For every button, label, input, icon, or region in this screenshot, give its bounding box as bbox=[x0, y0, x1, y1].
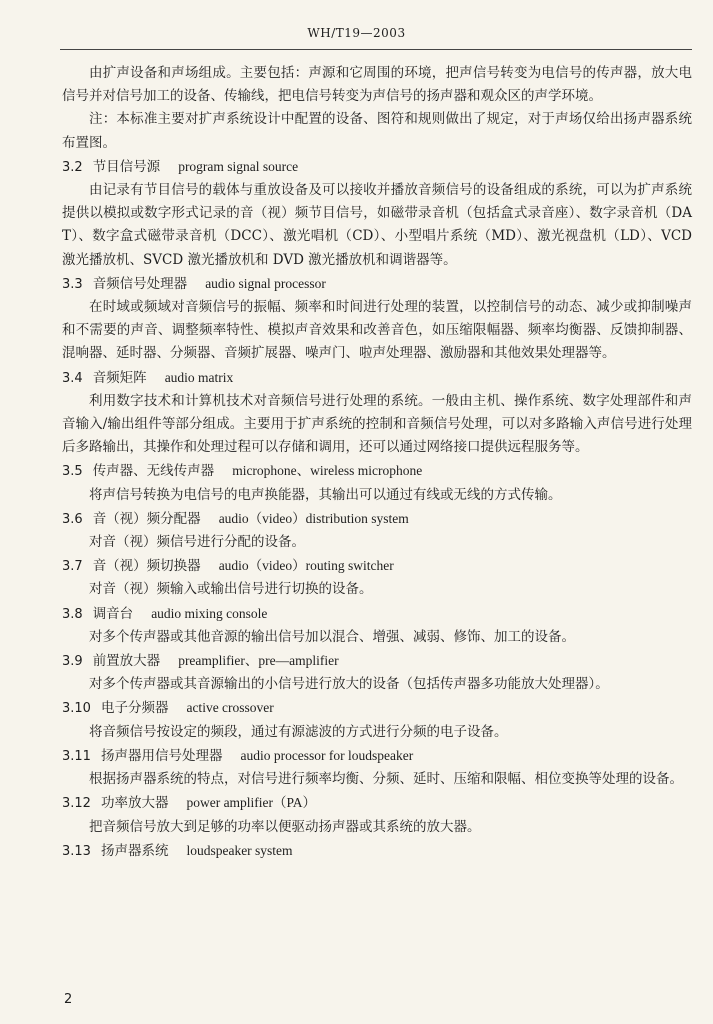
definition-3-6: 对音（视）频信号进行分配的设备。 bbox=[89, 534, 305, 551]
section-heading-3-6 bbox=[62, 507, 692, 531]
term-en: audio signal processor bbox=[205, 275, 326, 291]
section-heading-3-7 bbox=[62, 554, 692, 578]
term-en: loudspeaker system bbox=[186, 842, 293, 858]
term-en: audio matrix bbox=[164, 369, 234, 385]
section-number: 3.12 bbox=[62, 796, 91, 812]
definition-3-4: 利用数字技术和计算机技术对音频信号进行处理的系统。一般由主机、操作系统、数字处理部件和声音输入/输出组件等部分组成。主要用于扩声系统的控制和音频信号处理，可以对多路输入声信号进行处理后多路输出，其操作和处理过程可以存储和调用，还可以通过网络接口提供远程服务等。 bbox=[62, 392, 692, 456]
section-number: 3.5 bbox=[62, 464, 83, 480]
term-en: program signal source bbox=[178, 158, 299, 174]
section-number: 3.8 bbox=[62, 606, 83, 622]
term-en: audio（video）routing switcher bbox=[218, 558, 394, 574]
term-en: audio processor for loudspeaker bbox=[240, 747, 414, 763]
definition-3-10: 将音频信号按设定的频段，通过有源滤波的方式进行分频的电子设备。 bbox=[89, 723, 508, 740]
document-code-header: WH/T19—2003 bbox=[307, 26, 406, 40]
term-zh: 功率放大器 bbox=[100, 795, 169, 812]
note-paragraph: 注：本标准主要对扩声系统设计中配置的设备、图符和规则做出了规定，对于声场仅给出扬声器系统布置图。 bbox=[62, 111, 692, 151]
term-zh: 扬声器系统 bbox=[100, 842, 169, 859]
definition-3-3: 在时域或频域对音频信号的振幅、频率和时间进行处理的装置，以控制信号的动态、减少或抑制噪声和不需要的声音、调整频率特性、模拟声音效果和改善音色，如压缩限幅器、频率均衡器、反馈抑制器、混响器、延时器、分频器、音频扩展器、噪声门、啦声处理器、激励器和其他效果处理器等。 bbox=[62, 299, 692, 362]
section-number: 3.6 bbox=[62, 511, 83, 527]
term-zh: 传声器、无线传声器 bbox=[92, 463, 215, 480]
page-number: 2 bbox=[64, 992, 73, 1007]
term-zh: 调音台 bbox=[92, 605, 134, 622]
definition-3-9: 对多个传声器或其音源输出的小信号进行放大的设备（包括传声器多功能放大处理器）。 bbox=[89, 676, 609, 693]
section-heading-3-10 bbox=[62, 696, 692, 720]
term-en: microphone、wireless microphone bbox=[232, 463, 423, 479]
section-number: 3.7 bbox=[62, 559, 83, 575]
section-number: 3.11 bbox=[62, 748, 91, 764]
section-number: 3.2 bbox=[62, 159, 83, 175]
section-heading-3-8 bbox=[62, 602, 692, 626]
section-heading-3-12 bbox=[62, 791, 692, 815]
intro-paragraph: 由扩声设备和声场组成。主要包括：声源和它周围的环境，把声信号转变为电信号的传声器，放大电信号并对信号加工的设备、传输线，把电信号转变为声信号的扬声器和观众区的声学环境。 bbox=[62, 65, 692, 105]
definition-3-2: 由记录有节目信号的载体与重放设备及可以接收并播放音频信号的设备组成的系统，可以为扩声系统提供以模拟或数字形式记录的音（视）频节目信号，如磁带录音机（包括盒式录音座）、数字录音机（DAT）、数字盒式磁带录音机（DCC）、激光唱机（CD）、小型唱片系统（MD）、激光视盘机（LD）、VCD 激光播放机、SVCD 激光播放机和 DVD 激光播放机和调谐器等。 bbox=[62, 182, 692, 268]
term-zh: 音频矩阵 bbox=[92, 369, 147, 386]
definition-3-11: 根据扬声器系统的特点，对信号进行频率均衡、分频、延时、压缩和限幅、相位变换等处理的设备。 bbox=[89, 771, 683, 788]
term-en: audio mixing console bbox=[151, 605, 268, 621]
section-heading-3-9 bbox=[62, 649, 692, 673]
section-number: 3.4 bbox=[62, 370, 83, 386]
header-divider bbox=[60, 49, 692, 50]
term-en: power amplifier（PA） bbox=[186, 795, 317, 811]
term-zh: 电子分频器 bbox=[100, 700, 169, 717]
definition-3-12: 把音频信号放大到足够的功率以便驱动扬声器或其系统的放大器。 bbox=[89, 818, 481, 835]
section-number: 3.10 bbox=[62, 701, 91, 717]
term-en: preamplifier、pre—amplifier bbox=[178, 653, 339, 669]
term-zh: 前置放大器 bbox=[92, 653, 161, 670]
term-en: active crossover bbox=[186, 700, 274, 716]
section-heading-3-4 bbox=[62, 366, 692, 390]
section-number: 3.13 bbox=[62, 843, 91, 859]
term-zh: 音（视）频分配器 bbox=[92, 510, 201, 527]
term-zh: 音频信号处理器 bbox=[92, 275, 188, 292]
term-zh: 节目信号源 bbox=[92, 158, 161, 175]
section-heading-3-3 bbox=[62, 272, 692, 296]
term-zh: 扬声器用信号处理器 bbox=[100, 747, 223, 764]
section-number: 3.9 bbox=[62, 654, 83, 670]
document-body bbox=[62, 62, 692, 863]
definition-3-8: 对多个传声器或其他音源的输出信号加以混合、增强、减弱、修饰、加工的设备。 bbox=[89, 628, 575, 645]
section-heading-3-11 bbox=[62, 744, 692, 768]
definition-3-7: 对音（视）频输入或输出信号进行切换的设备。 bbox=[89, 581, 373, 598]
term-en: audio（video）distribution system bbox=[218, 510, 409, 526]
term-zh: 音（视）频切换器 bbox=[92, 558, 201, 575]
definition-3-5: 将声信号转换为电信号的电声换能器，其输出可以通过有线或无线的方式传输。 bbox=[89, 486, 562, 503]
section-heading-3-2 bbox=[62, 155, 692, 179]
section-heading-3-13 bbox=[62, 839, 692, 863]
section-heading-3-5 bbox=[62, 459, 692, 483]
section-number: 3.3 bbox=[62, 276, 83, 292]
